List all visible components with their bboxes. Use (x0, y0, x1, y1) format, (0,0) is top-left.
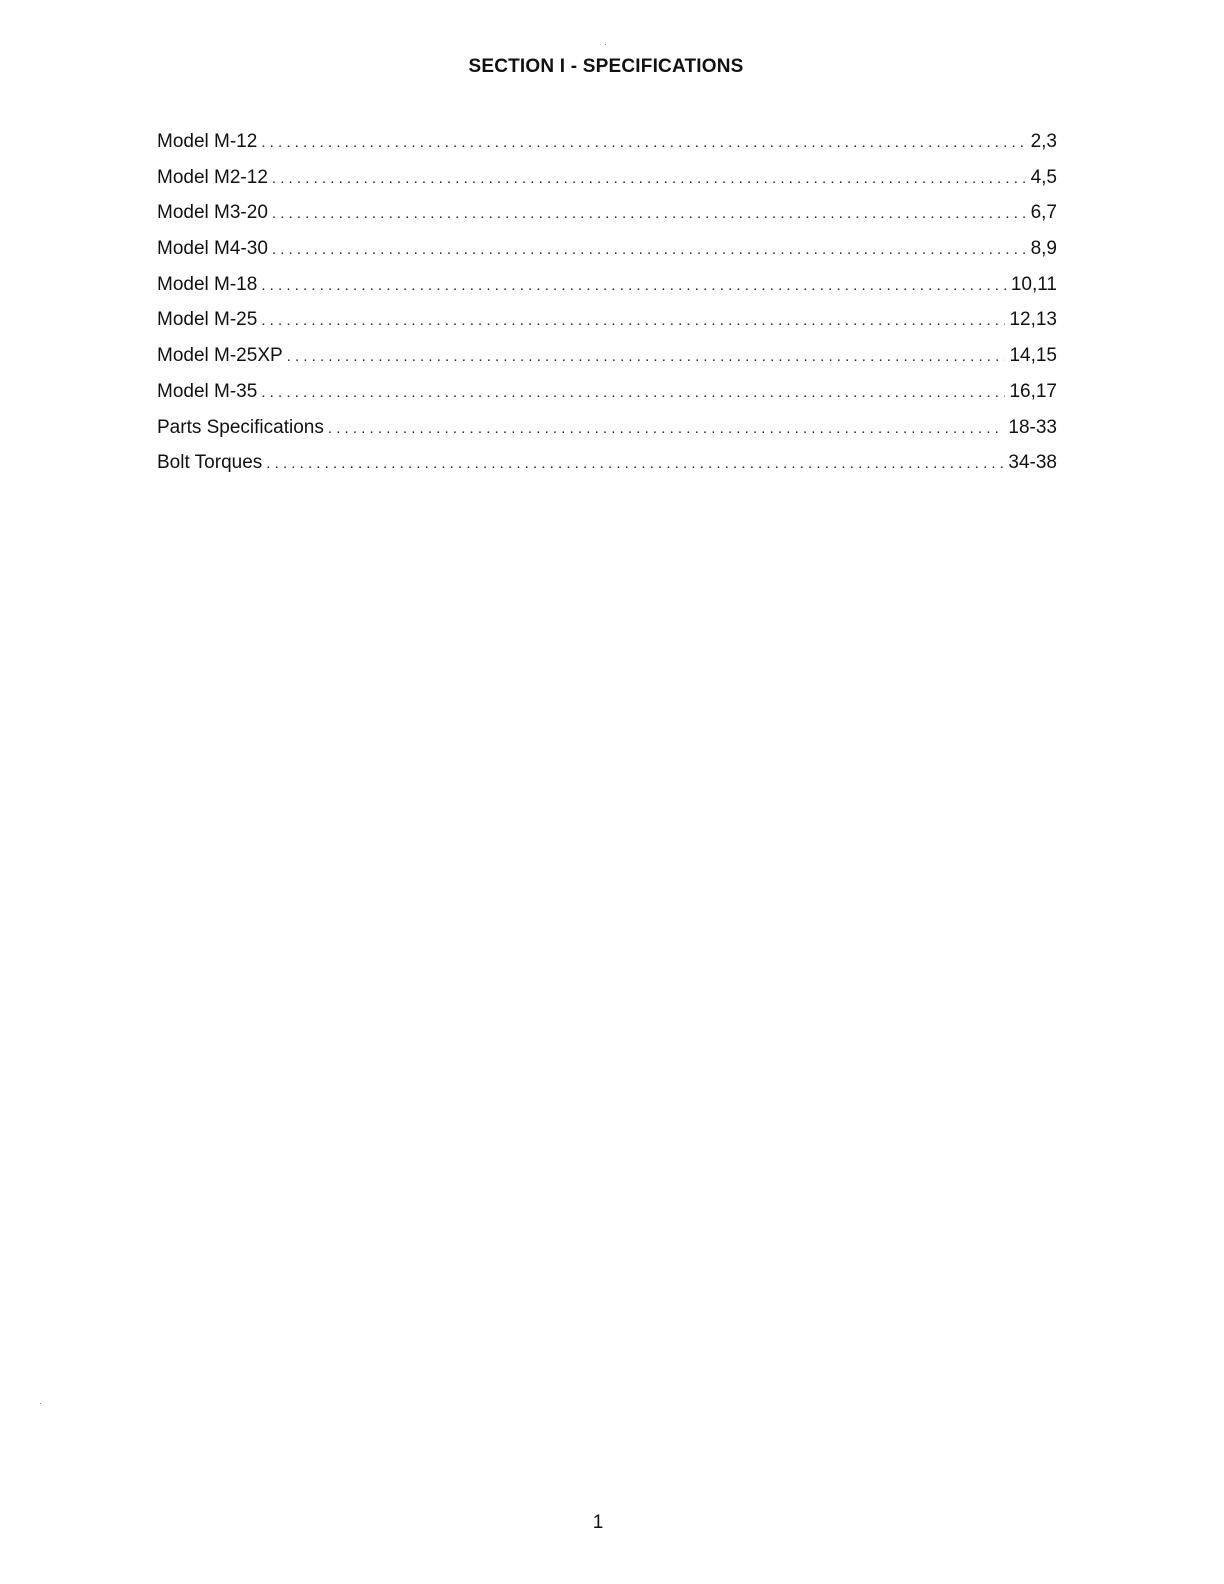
toc-entry-pages: 34-38 (1008, 452, 1057, 474)
dot-leader (272, 232, 1027, 268)
toc-entry (157, 338, 1057, 374)
dot-leader (328, 411, 1005, 447)
toc-entry (157, 445, 1057, 481)
toc-entry (157, 374, 1057, 410)
toc-entry (157, 160, 1057, 196)
toc-entry-pages: 18-33 (1008, 416, 1057, 438)
toc-entry-pages: 14,15 (1009, 345, 1057, 367)
toc-entry (157, 231, 1057, 267)
toc-entry-pages: 12,13 (1009, 309, 1057, 331)
table-of-contents (157, 124, 1057, 481)
toc-entry-label: Model M4-30 (157, 238, 268, 260)
toc-entry-label: Model M-18 (157, 273, 258, 295)
dot-leader (272, 196, 1027, 232)
page-number: 1 (592, 1512, 604, 1533)
dot-leader (266, 446, 1004, 482)
toc-entry-pages: 6,7 (1030, 202, 1057, 224)
scan-speck (605, 44, 606, 45)
dot-leader (272, 161, 1027, 197)
toc-entry-label: Model M-12 (157, 131, 258, 152)
toc-entry-pages: 8,9 (1030, 238, 1057, 260)
dot-leader (261, 375, 1005, 411)
dot-leader (261, 125, 1026, 161)
dot-leader (261, 303, 1005, 339)
page-title: SECTION I - SPECIFICATIONS (468, 56, 744, 77)
scan-speck (40, 1403, 41, 1404)
toc-entry-label: Model M2-12 (157, 166, 268, 188)
toc-entry (157, 267, 1057, 303)
dot-leader (261, 268, 1007, 304)
toc-entry (157, 195, 1057, 231)
toc-entry-label: Model M-25 (157, 309, 258, 331)
toc-entry-pages: 2,3 (1030, 131, 1057, 152)
toc-entry-pages: 4,5 (1030, 166, 1057, 188)
toc-entry-label: Parts Specifications (157, 416, 324, 438)
toc-entry-label: Model M3-20 (157, 202, 268, 224)
toc-entry (157, 302, 1057, 338)
toc-entry (157, 124, 1057, 160)
toc-entry-pages: 10,11 (1010, 273, 1057, 295)
dot-leader (287, 339, 1006, 375)
toc-entry (157, 410, 1057, 446)
toc-entry-label: Bolt Torques (157, 452, 263, 474)
toc-entry-pages: 16,17 (1009, 380, 1057, 402)
toc-entry-label: Model M-25XP (157, 345, 283, 367)
toc-entry-label: Model M-35 (157, 380, 258, 402)
